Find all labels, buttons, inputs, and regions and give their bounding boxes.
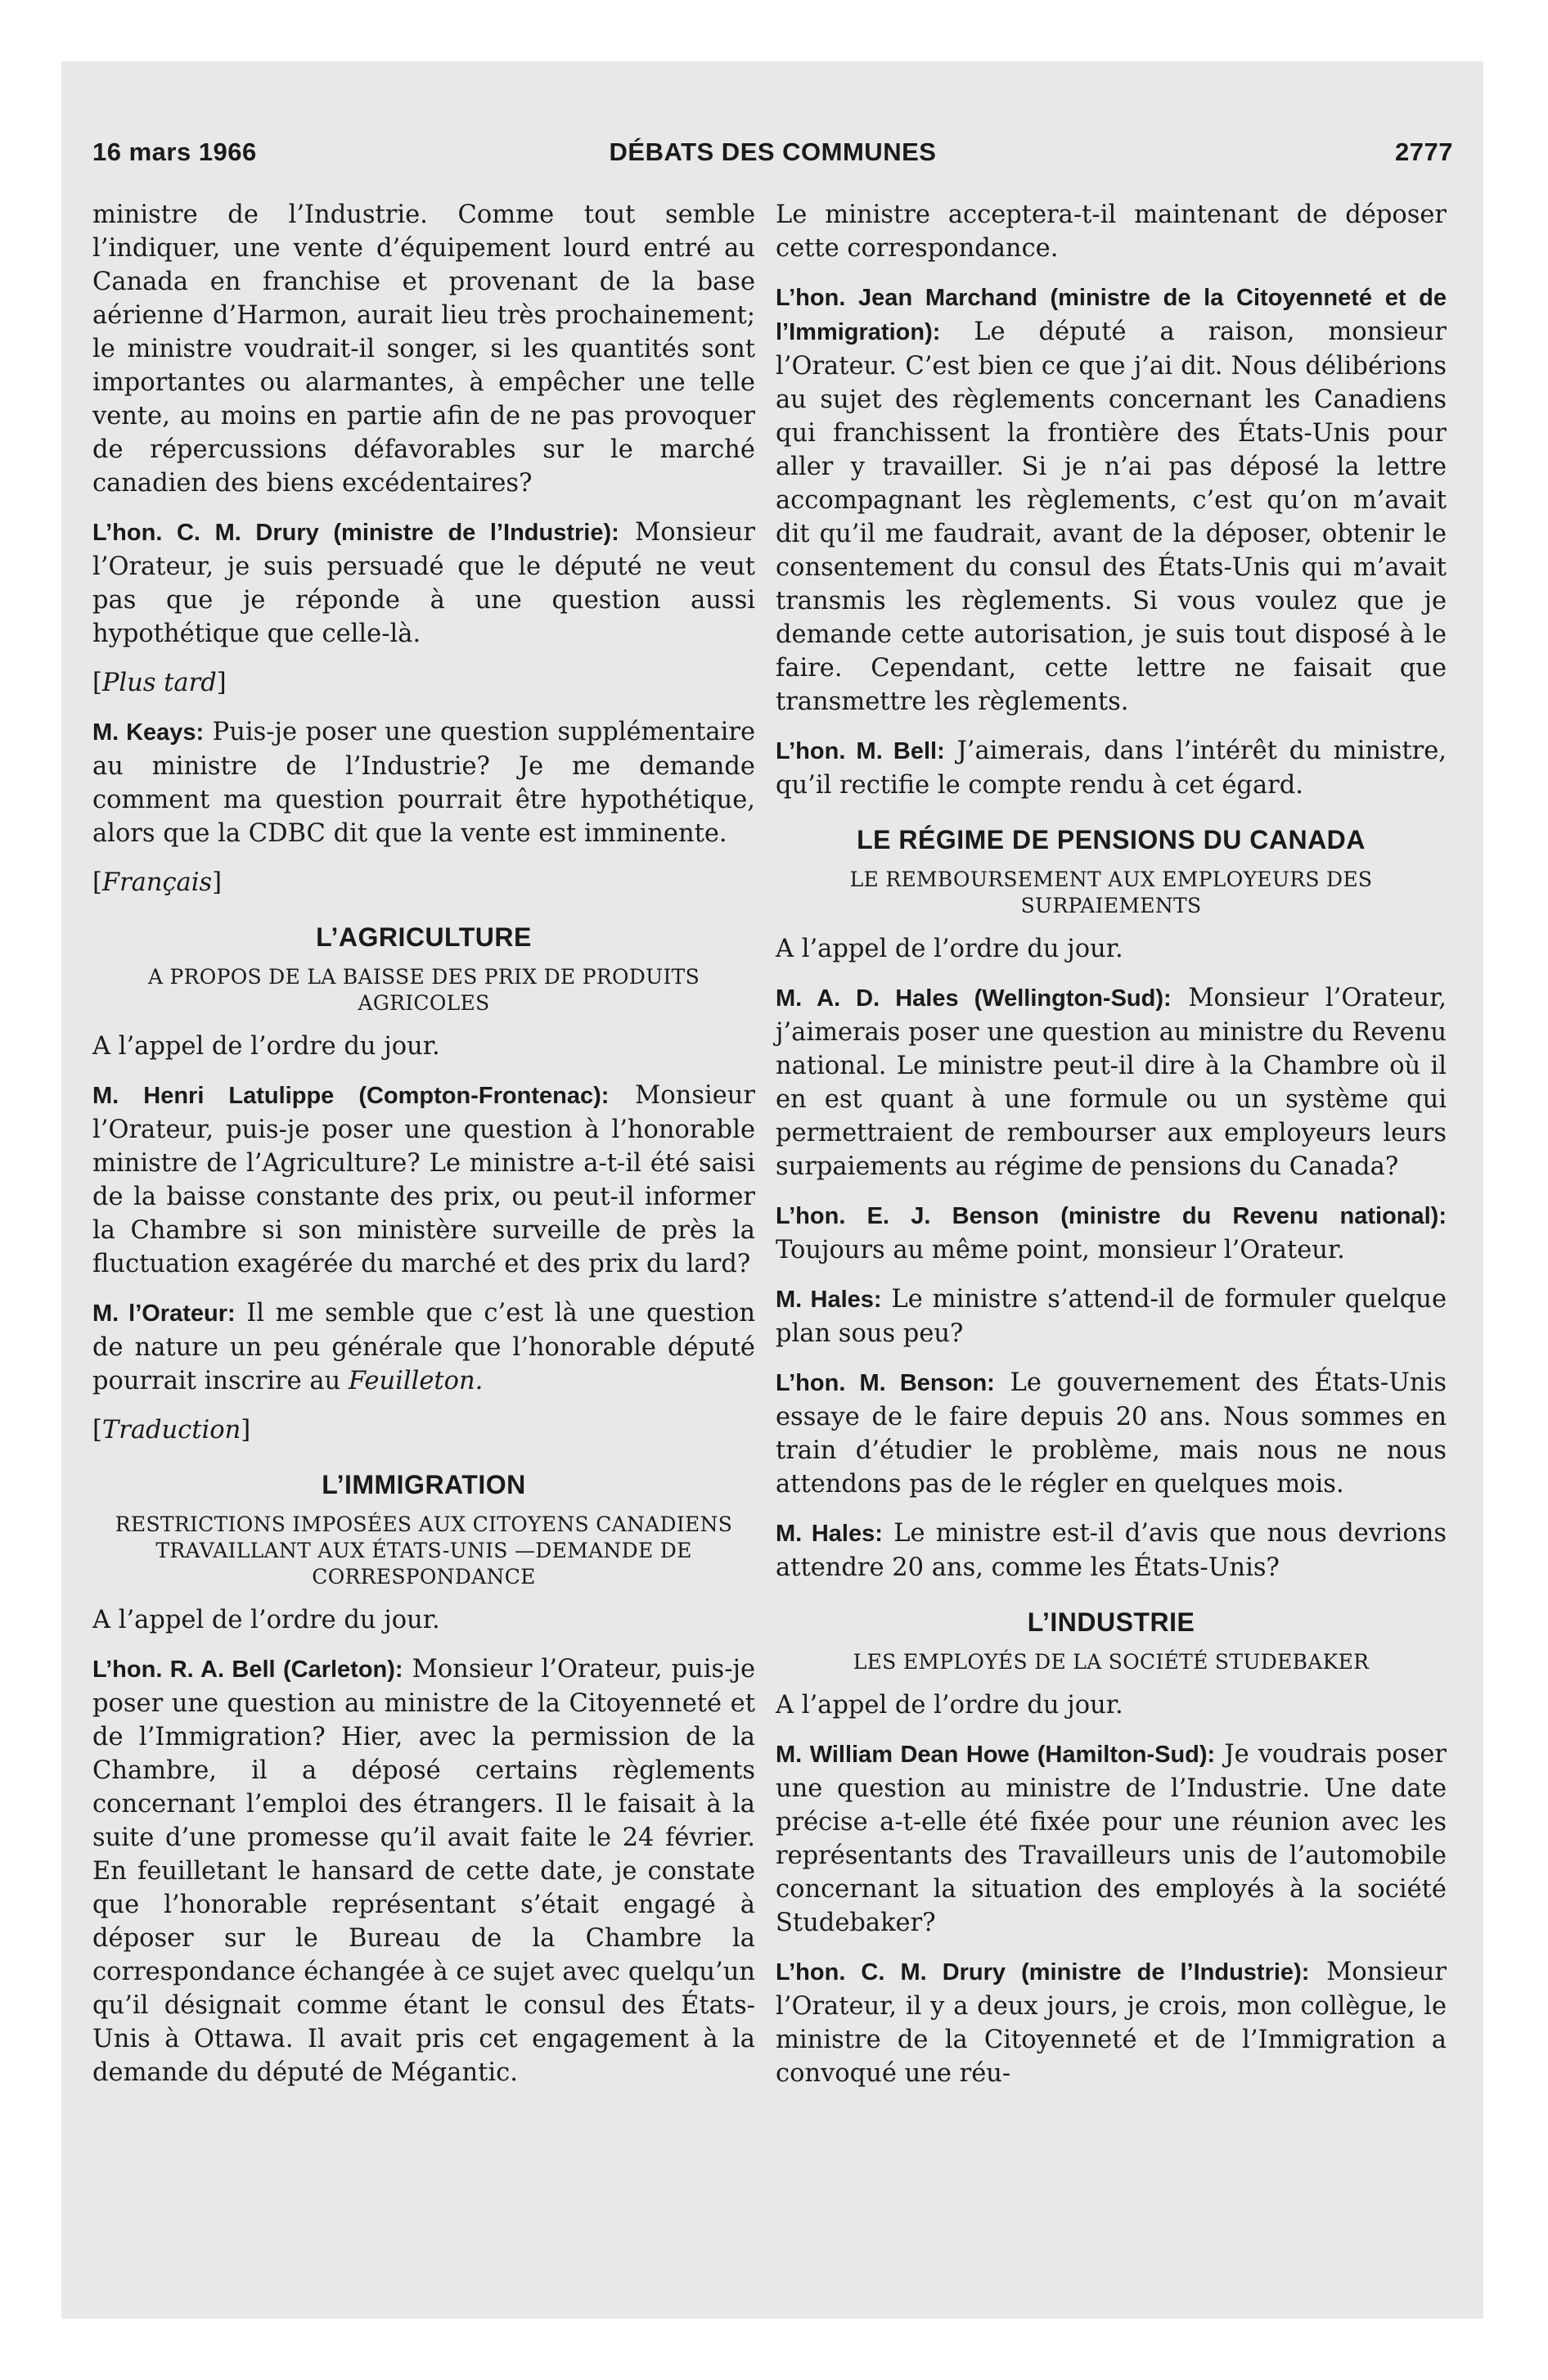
section-heading: L’IMMIGRATION: [322, 1470, 526, 1499]
speech-text: Monsieur l’Orateur, j’aimerais poser une question au ministre du Revenu national. Le ministre peut-il dire à la Chambre où il en est quant à une formule ou un système qui permettraient de rembourser aux employeurs leurs surpaiements au régime de pensions du Canada?: [776, 984, 1447, 1181]
speech-text: Je voudrais poser une question au ministre de l’Industrie. Une date précise a-t-elle été fixée pour une réunion avec les représentants des Travailleurs unis de l’automobile concernant la situation des employés à la société Studebaker?: [776, 1740, 1447, 1937]
paragraph: [92, 1079, 755, 1281]
left-column: [92, 198, 755, 2105]
speech-text: Monsieur l’Orateur, puis-je poser une question au ministre de la Citoyenneté et de l’Immigration? Hier, avec la permission de la Chambre, il a déposé certains règlements concernant l’emploi des étrangers. Il le faisait à la suite d’une promesse qu’il avait faite le 24 février. En feuilletant le hansard de cette date, je constate que l’honorable représentant s’était engagé à déposer sur le Bureau de la Chambre la correspondance échangée à ce sujet avec quelqu’un qu’il désignait comme étant le consul des États-Unis à Ottawa. Il avait pris cet engagement à la demande du député de Mégantic.: [92, 1655, 756, 2087]
speaker-name: M. Hales:: [776, 1287, 882, 1313]
paragraph: A l’appel de l’ordre du jour.: [92, 1032, 440, 1061]
paragraph: [776, 734, 1447, 802]
tag-text: Plus tard: [101, 669, 217, 697]
speech-text: Le gouvernement des États-Unis essaye de le faire depuis 20 ans. Nous sommes en train d’étudier le problème, mais nous ne nous attendons pas de le régler en quelques mois.: [776, 1368, 1447, 1499]
speech-text: Monsieur l’Orateur, puis-je poser une question à l’honorable ministre de l’Agriculture? Le ministre a-t-il été saisi de la baisse constante des prix, ou peut-il informer la Chambre si son ministère surveille de près la fluctuation exagérée du marché et des prix du lard?: [92, 1081, 755, 1278]
paragraph: A l’appel de l’ordre du jour.: [776, 935, 1123, 963]
speaker-name: M. A. D. Hales (Wellington-Sud):: [776, 985, 1172, 1012]
page-header: [92, 137, 1453, 174]
speaker-name: M. Henri Latulippe (Compton-Frontenac):: [92, 1083, 610, 1109]
paragraph: A l’appel de l’ordre du jour.: [776, 1691, 1123, 1720]
speaker-name: L’hon. E. J. Benson (ministre du Revenu national):: [776, 1203, 1447, 1229]
section-subheading: A PROPOS DE LA BAISSE DES PRIX DE PRODUITS AGRICOLES: [147, 965, 700, 1015]
speaker-name: L’hon. C. M. Drury (ministre de l’Industrie):: [776, 1959, 1310, 1986]
speech-text: Toujours au même point, monsieur l’Orateur.: [776, 1236, 1345, 1264]
language-tag: [Français]: [92, 868, 223, 897]
paragraph: [92, 516, 755, 651]
speaker-name: L’hon. C. M. Drury (ministre de l’Industrie):: [92, 520, 619, 546]
paragraph: [92, 1652, 755, 2089]
section-subheading: RESTRICTIONS IMPOSÉES AUX CITOYENS CANADIENS TRAVAILLANT AUX ÉTATS-UNIS —DEMANDE DE CORRESPONDANCE: [115, 1512, 733, 1589]
speaker-name: L’hon. R. A. Bell (Carleton):: [92, 1657, 403, 1683]
speech-text: J’aimerais, dans l’intérêt du ministre, qu’il rectifie le compte rendu à cet égard.: [776, 737, 1447, 800]
paragraph: [776, 1366, 1447, 1501]
paragraph: [92, 1296, 755, 1398]
italic-text: Feuilleton.: [348, 1367, 484, 1395]
tag-text: Français: [101, 868, 213, 897]
paragraph: [776, 1282, 1447, 1350]
section-subheading: LES EMPLOYÉS DE LA SOCIÉTÉ STUDEBAKER: [853, 1650, 1370, 1674]
speech-text: Puis-je poser une question supplémentaire au ministre de l’Industrie? Je me demande comment ma question pourrait être hypothétique, alors que la CDBC dit que la vente est imminente.: [92, 718, 755, 848]
paragraph: Le ministre acceptera-t-il maintenant de déposer cette correspondance.: [776, 201, 1447, 263]
language-tag: [Traduction]: [92, 1416, 251, 1445]
section-heading: L’INDUSTRIE: [1027, 1607, 1195, 1637]
speech-text: Il me semble que c’est là une question de nature un peu générale que l’honorable député pourrait inscrire au: [92, 1299, 755, 1395]
right-column: [776, 198, 1447, 2106]
paragraph: [776, 1955, 1447, 2090]
speaker-name: L’hon. Jean Marchand (ministre de la Citoyenneté et de l’Immigration):: [776, 285, 1447, 345]
speaker-name: M. l’Orateur:: [92, 1300, 236, 1327]
tag-text: Traduction: [101, 1416, 241, 1445]
paragraph: [776, 1199, 1447, 1267]
speech-text: Le ministre s’attend-il de formuler quelque plan sous peu?: [776, 1285, 1447, 1348]
speaker-name: L’hon. M. Bell:: [776, 738, 945, 764]
header-title: DÉBATS DES COMMUNES: [609, 137, 937, 166]
header-date: 16 mars 1966: [92, 137, 257, 166]
section-subheading: LE REMBOURSEMENT AUX EMPLOYEURS DES SURPAIEMENTS: [849, 868, 1373, 917]
paragraph: [776, 281, 1447, 719]
language-tag: [Plus tard]: [92, 669, 227, 697]
section-heading: L’AGRICULTURE: [316, 922, 532, 952]
paragraph: [776, 981, 1447, 1183]
speaker-name: L’hon. M. Benson:: [776, 1370, 995, 1396]
speaker-name: M. Hales:: [776, 1521, 883, 1547]
paragraph: [92, 715, 755, 850]
speaker-name: M. Keays:: [92, 719, 205, 746]
speaker-name: M. William Dean Howe (Hamilton-Sud):: [776, 1742, 1216, 1768]
speech-text: Le député a raison, monsieur l’Orateur. C’est bien ce que j’ai dit. Nous délibérions au sujet des règlements concernant les Canadiens qui franchissent la frontière des États-Unis pour aller y travailler. Si je n’ai pas déposé la lettre accompagnant les règlements, c’est qu’on m’avait dit qu’il me faudrait, avant de la déposer, obtenir le consentement du consul des États-Unis qui m’avait transmis les règlements. Si vous voulez que je demande cette autorisation, je suis tout disposé à le faire. Cependant, cette lettre ne faisait que transmettre les règlements.: [776, 318, 1447, 716]
header-page-number: 2777: [1395, 137, 1453, 166]
speech-text: Monsieur l’Orateur, je suis persuadé que le député ne veut pas que je réponde à une question aussi hypothétique que celle-là.: [92, 518, 755, 648]
paragraph: [776, 1738, 1447, 1940]
paragraph: ministre de l’Industrie. Comme tout semble l’indiquer, une vente d’équipement lourd entré au Canada en franchise et provenant de la base aérienne d’Harmon, aurait lieu très prochainement; le ministre voudrait-il songer, si les quantités sont importantes ou alarmantes, à empêcher une telle vente, au moins en partie afin de ne pas provoquer de répercussions défavorables sur le marché canadien des biens excédentaires?: [92, 201, 755, 498]
speech-text: Monsieur l’Orateur, il y a deux jours, je crois, mon collègue, le ministre de la Citoyenneté et de l’Immigration a convoqué une réu-: [776, 1958, 1447, 2088]
paragraph: A l’appel de l’ordre du jour.: [92, 1606, 440, 1634]
speech-text: Le ministre est-il d’avis que nous devrions attendre 20 ans, comme les États-Unis?: [776, 1519, 1447, 1582]
paragraph: [776, 1517, 1447, 1584]
section-heading: LE RÉGIME DE PENSIONS DU CANADA: [857, 825, 1366, 854]
